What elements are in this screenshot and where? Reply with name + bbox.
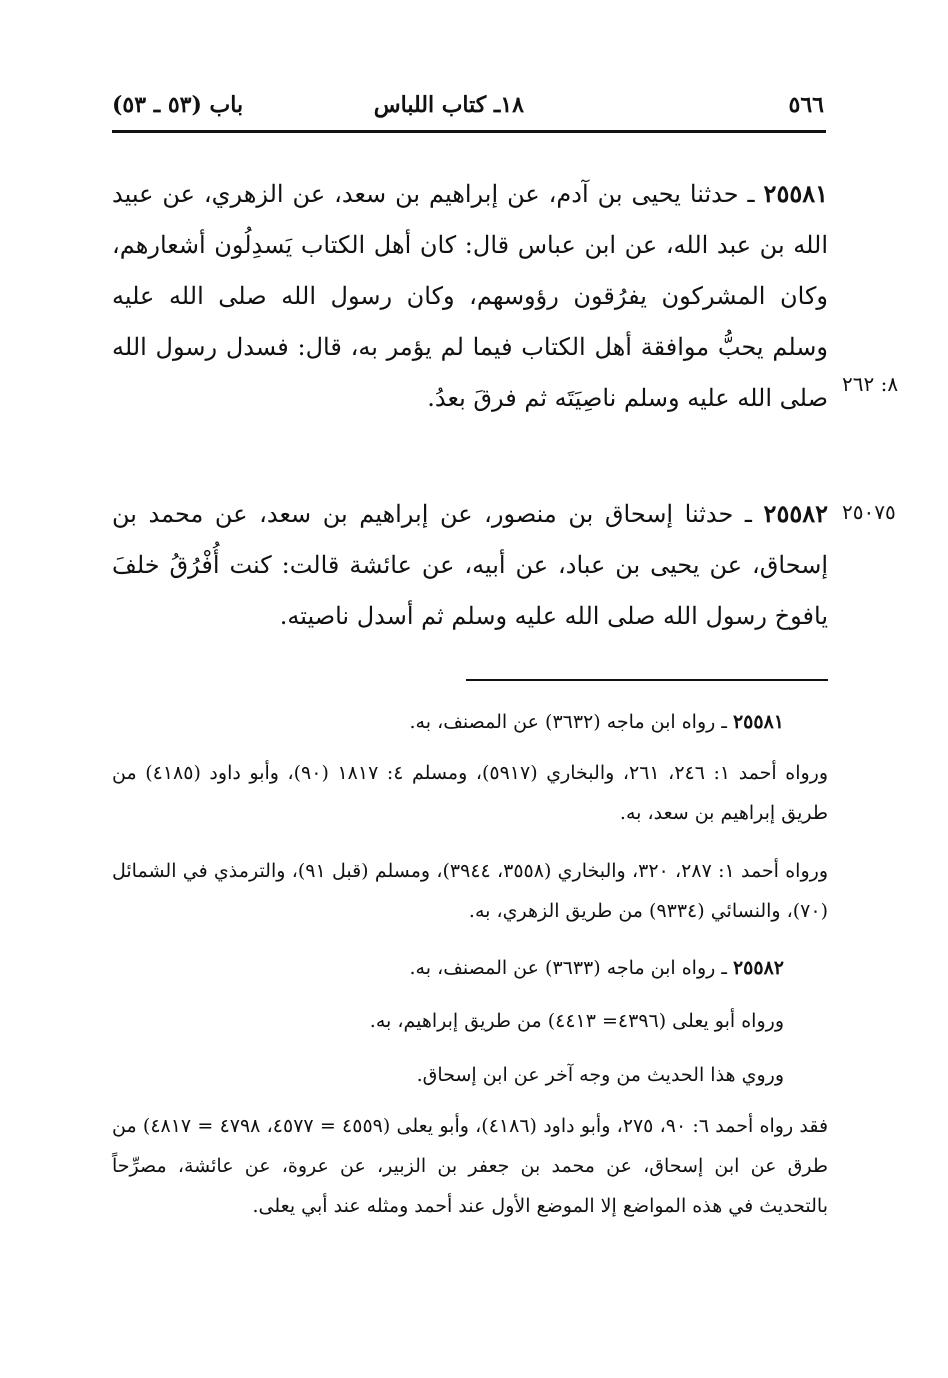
margin-reference: ٢٥٠٧٥ [842, 500, 896, 524]
hadith-text: ـ حدثنا يحيى بن آدم، عن إبراهيم بن سعد، عن الزهري، عن عبيد الله بن عبد الله، عن ابن عباس قال: كان أهل الكتاب يَسدِلُون أشعارهم، وكان المشركون يفرُقون رؤوسهم، وكان رسول الله صلى الله عليه وسلم يحبُّ موافقة أهل الكتاب فيما لم يؤمر به، قال: فسدل رسول الله صلى الله عليه وسلم ناصِيَتَه ثم فرقَ بعدُ. [112, 180, 828, 412]
hadith-number: ٢٥٥٨٢ [763, 499, 828, 528]
footnote-separator [466, 679, 828, 681]
chapter-label: باب (٥٣ ـ ٥٣) [112, 92, 244, 118]
running-header [112, 88, 824, 128]
footnote [112, 702, 828, 742]
footnote [112, 1055, 828, 1095]
footnote-text: ورواه أحمد ١: ٢٨٧، ٣٢٠، والبخاري (٣٥٥٨، ٣٩٤٤)، ومسلم (قبل ٩١)، والترمذي في الشمائل (٧٠)، والنسائي (٩٣٣٤) من طريق الزهري، به. [112, 860, 828, 922]
footnote-text: فقد رواه أحمد ٦: ٩٠، ٢٧٥، وأبو داود (٤١٨٦)، وأبو يعلى (٤٥٥٩ = ٤٥٧٧، ٤٧٩٨ = ٤٨١٧) من طرق عن ابن إسحاق، عن محمد بن جعفر بن الزبير، عن عروة، عن عائشة، مصرِّحاً بالتحديث في هذه المواضع إلا الموضع الأول عند أحمد ومثله عند أبي يعلى. [112, 1115, 829, 1217]
footnote [112, 1106, 828, 1226]
footnote-text: وروي هذا الحديث من وجه آخر عن ابن إسحاق. [416, 1064, 784, 1086]
footnote-number: ٢٥٥٨٢ [732, 957, 784, 979]
book-title: ١٨ـ كتاب اللباس [373, 92, 524, 118]
header-rule [112, 130, 826, 133]
footnote-text: ورواه أحمد ١: ٢٤٦، ٢٦١، والبخاري (٥٩١٧)، ومسلم ٤: ١٨١٧ (٩٠)، وأبو داود (٤١٨٥) من طريق إبراهيم بن سعد، به. [112, 762, 828, 824]
footnote-number: ٢٥٥٨١ [732, 711, 784, 733]
margin-reference: ٨: ٢٦٢ [842, 372, 899, 396]
footnote-text: ورواه أبو يعلى (٤٣٩٦= ٤٤١٣) من طريق إبراهيم، به. [369, 1010, 784, 1032]
hadith-paragraph [112, 488, 828, 642]
footnote [112, 1001, 828, 1041]
footnote [112, 948, 828, 988]
hadith-text: ـ حدثنا إسحاق بن منصور، عن إبراهيم بن سعد، عن محمد بن إسحاق، عن يحيى بن عباد، عن أبيه، عن عائشة قالت: كنت أُفْرُقُ خلفَ يافوخ رسول الله صلى الله عليه وسلم ثم أسدل ناصيته. [112, 500, 828, 630]
page-number: ٥٦٦ [788, 92, 824, 118]
hadith-number: ٢٥٥٨١ [763, 179, 828, 208]
footnote [112, 753, 828, 833]
hadith-paragraph [112, 168, 828, 424]
footnote [112, 851, 828, 931]
footnote-text: ـ رواه ابن ماجه (٣٦٣٢) عن المصنف، به. [409, 711, 733, 733]
footnote-text: ـ رواه ابن ماجه (٣٦٣٣) عن المصنف، به. [409, 957, 733, 979]
